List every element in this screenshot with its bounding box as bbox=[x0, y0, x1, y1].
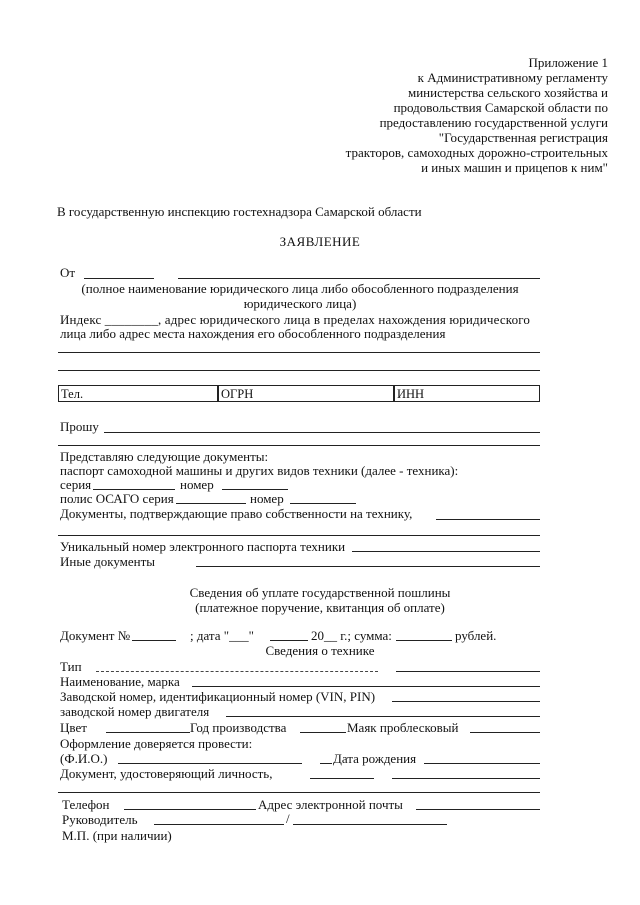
tech-year-field[interactable] bbox=[300, 732, 346, 733]
inn-label: ИНН bbox=[397, 387, 425, 401]
tech-type-field-2[interactable] bbox=[396, 671, 540, 672]
appendix-line: продовольствия Самарской области по bbox=[393, 100, 608, 115]
number-field[interactable] bbox=[222, 489, 288, 490]
tech-color-label: Цвет bbox=[60, 720, 87, 735]
ogrn-field[interactable] bbox=[218, 385, 394, 402]
head-name-field[interactable] bbox=[154, 824, 284, 825]
from-field-short[interactable] bbox=[84, 278, 154, 279]
tech-type-field[interactable] bbox=[96, 671, 378, 672]
osago-number-label: номер bbox=[250, 491, 284, 506]
docs-intro: Представляю следующие документы: bbox=[60, 449, 269, 464]
appendix-line: министерства сельского хозяйства и bbox=[407, 85, 608, 100]
proxy-birth-field[interactable] bbox=[424, 763, 540, 764]
page-title: ЗАЯВЛЕНИЕ bbox=[279, 234, 361, 249]
address-field-1[interactable] bbox=[58, 352, 540, 353]
tech-color-field[interactable] bbox=[106, 732, 190, 733]
fee-sum-field[interactable] bbox=[396, 640, 452, 641]
tech-beacon-field[interactable] bbox=[470, 732, 540, 733]
from-hint: (полное наименование юридического лица либо обособленного подразделения bbox=[81, 281, 519, 296]
tech-model-field[interactable] bbox=[192, 686, 540, 687]
head-signature-field[interactable] bbox=[293, 824, 447, 825]
appendix-block bbox=[330, 55, 608, 175]
tech-engine-label: заводской номер двигателя bbox=[60, 704, 210, 719]
proxy-birth-label: Дата рождения bbox=[333, 751, 417, 766]
stamp-label: М.П. (при наличии) bbox=[62, 828, 172, 843]
inn-field[interactable] bbox=[394, 385, 540, 402]
fee-doc-field[interactable] bbox=[132, 640, 176, 641]
other-docs-field[interactable] bbox=[196, 566, 540, 567]
proxy-fio-field-2[interactable] bbox=[320, 763, 332, 764]
fee-month-field[interactable] bbox=[270, 640, 308, 641]
tech-factory-label: Заводской номер, идентификационный номер (VIN, PIN) bbox=[60, 689, 376, 704]
email-field[interactable] bbox=[416, 809, 540, 810]
from-hint: юридического лица) bbox=[243, 296, 357, 311]
fee-subheading: (платежное поручение, квитанция об оплате) bbox=[195, 600, 445, 615]
head-slash: / bbox=[286, 811, 290, 826]
proxy-fio-label: (Ф.И.О.) bbox=[60, 751, 108, 766]
fee-heading: Сведения об уплате государственной пошлины bbox=[189, 585, 451, 600]
request-field-2[interactable] bbox=[58, 445, 540, 446]
fee-year-label: 20__ г.; сумма: bbox=[311, 628, 392, 643]
docs-series-label: серия bbox=[60, 477, 92, 492]
osago-series-label: полис ОСАГО серия bbox=[60, 491, 174, 506]
request-label: Прошу bbox=[60, 419, 99, 434]
appendix-line: тракторов, самоходных дорожно-строительных bbox=[345, 145, 608, 160]
tech-year-label: Год производства bbox=[190, 720, 287, 735]
proxy-id-field-2[interactable] bbox=[392, 778, 540, 779]
ogrn-label: ОГРН bbox=[221, 387, 254, 401]
other-docs-label: Иные документы bbox=[60, 554, 156, 569]
epassport-field[interactable] bbox=[352, 551, 540, 552]
osago-series-field[interactable] bbox=[176, 503, 246, 504]
fee-rub-label: рублей. bbox=[455, 628, 497, 643]
docs-number-label: номер bbox=[180, 477, 214, 492]
tel-label: Тел. bbox=[61, 387, 84, 401]
tech-beacon-label: Маяк проблесковый bbox=[347, 720, 459, 735]
proxy-id-field-3[interactable] bbox=[58, 792, 540, 793]
proxy-id-label: Документ, удостоверяющий личность, bbox=[60, 766, 273, 781]
appendix-line: Приложение 1 bbox=[528, 55, 608, 70]
index-address-text: лица либо адрес места нахождения его обособленного подразделения bbox=[60, 326, 446, 341]
epassport-label: Уникальный номер электронного паспорта техники bbox=[60, 539, 346, 554]
address-field-2[interactable] bbox=[58, 370, 540, 371]
tel-field[interactable] bbox=[58, 385, 218, 402]
ownership-field[interactable] bbox=[436, 519, 540, 520]
addressee: В государственную инспекцию гостехнадзора Самарской области bbox=[57, 204, 422, 219]
email-label: Адрес электронной почты bbox=[258, 797, 403, 812]
series-field[interactable] bbox=[93, 489, 175, 490]
tech-type-label: Тип bbox=[60, 659, 82, 674]
request-field[interactable] bbox=[104, 432, 540, 433]
proxy-trust-label: Оформление доверяется провести: bbox=[60, 736, 253, 751]
phone-field[interactable] bbox=[124, 809, 256, 810]
docs-passport: паспорт самоходной машины и других видов техники (далее - техника): bbox=[60, 463, 459, 478]
tech-factory-field[interactable] bbox=[392, 701, 540, 702]
from-field[interactable] bbox=[178, 278, 540, 279]
ownership-field-2[interactable] bbox=[58, 535, 540, 536]
fee-date-label: ; дата "___" bbox=[190, 628, 254, 643]
appendix-line: "Государственная регистрация bbox=[438, 130, 608, 145]
tech-heading: Сведения о технике bbox=[265, 643, 375, 658]
from-label: От bbox=[60, 265, 76, 280]
tech-model-label: Наименование, марка bbox=[60, 674, 180, 689]
proxy-fio-field[interactable] bbox=[118, 763, 302, 764]
tech-engine-field[interactable] bbox=[226, 716, 540, 717]
proxy-id-field[interactable] bbox=[310, 778, 374, 779]
appendix-line: и иных машин и прицепов к ним" bbox=[421, 160, 608, 175]
fee-doc-label: Документ № bbox=[60, 628, 131, 643]
appendix-line: предоставлению государственной услуги bbox=[379, 115, 608, 130]
index-address-text: Индекс ________, адрес юридического лица в пределах нахождения юридического bbox=[60, 312, 531, 327]
appendix-line: к Административному регламенту bbox=[417, 70, 608, 85]
osago-number-field[interactable] bbox=[290, 503, 356, 504]
ownership-label: Документы, подтверждающие право собственности на технику, bbox=[60, 506, 413, 521]
phone-label: Телефон bbox=[62, 797, 110, 812]
head-label: Руководитель bbox=[62, 812, 138, 827]
